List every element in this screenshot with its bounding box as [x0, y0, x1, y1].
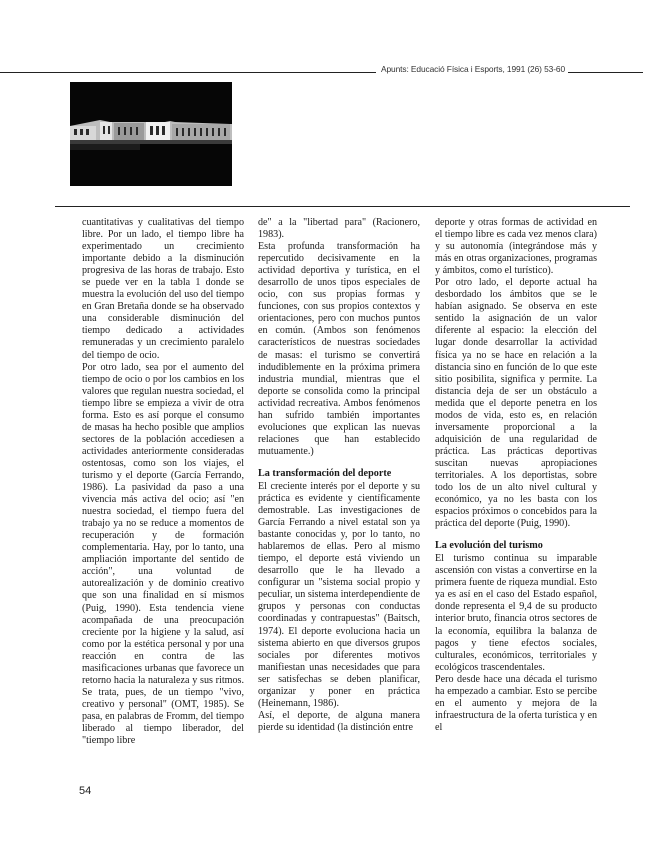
paragraph: Por otro lado, sea por el aumento del tiempo de ocio o por los cambios en los valores que regulan nuestra sociedad, el tiempo libre se empieza a vivir de otra forma. Esto es así porque el consumo de masas ha hecho posible que amplios sectores de la población accediesen a actividades anteriormente consideradas ostentosas, como son los viajes, el turismo y el deporte (García Ferrando, 1986). La pasividad da paso a una vivencia más activa del ocio; así "en nuestra sociedad, el tiempo fuera del trabajo ya no se reduce a momentos de recuperación y de formación complementaria. Hay, por lo tanto, una ampliación importante del sentido de acción", una voluntad de autorealización y de dominio creativo que son una finalidad en sí mismos (Puig, 1990). Esta tendencia viene acompañada de una preocupación creciente por la higiene y la salud, así como por la estética personal y por una reacción en contra de las masificaciones urbanas que favorece un retorno hacia la naturaleza y sus ritmos. Se trata, pues, de un tiempo "vivo, creativo y personal" (OMT, 1985). Se pasa, en palabras de Fromm, del tiempo liberado al tiempo liberador, del "tiempo libre	[82, 361, 244, 747]
paragraph: Así, el deporte, de alguna manera pierde su identidad (la distinción entre	[258, 709, 420, 733]
page-number: 54	[79, 785, 92, 797]
header-photo	[70, 82, 232, 186]
header-rule-left	[0, 72, 376, 73]
journal-citation: Apunts: Educació Física i Esports, 1991 (26) 53-60	[381, 64, 566, 74]
paragraph: Pero desde hace una década el turismo ha empezado a cambiar. Esto se percibe en el aumento y mejora de la infraestructura de la oferta turística y en el	[435, 673, 597, 733]
building-photo-illustration	[70, 82, 232, 186]
paragraph: deporte y otras formas de actividad en el tiempo libre es cada vez menos clara) y su autonomía (integrándose más y más en otras organizaciones, programas y ámbitos, como el turístico).	[435, 217, 597, 277]
paragraph: El creciente interés por el deporte y su práctica es evidente y científicamente demostrable. Las investigaciones de García Ferrando a nivel estatal son ya bastante conocidas y, por lo tanto, no hablaremos de ellas. Pero al mismo tiempo, el deporte está viviendo un desarrollo que le ha llevado a configurar un "sistema social propio y peculiar, un sistema interdependiente de grupos y personas con conductas coordinadas y contrapuestas" (Baitsch, 1974). El deporte evoluciona hacia un sistema abierto en que diversos grupos sociales por diferentes motivos manifiestan unas necesidades que para ser satisfechas se deben planificar, organizar y poner en práctica (Heinemann, 1986).	[258, 480, 420, 709]
body-top-rule	[55, 206, 630, 207]
text-column-1	[82, 217, 244, 747]
text-column-2	[258, 217, 420, 734]
paragraph: Por otro lado, el deporte actual ha desbordado los ámbitos que se le habían asignado. Se observa en este sentido la asignación de un valor diferente al espacio: la elección del lugar donde desarrollar la actividad física ya no se hace en relación a la distancia sino en función de lo que este sitio posibilita, significa y permite. La distancia deja de ser un obstáculo a medida que el deporte penetra en los modos de vida, esto es, en relación inversamente proporcional a la adquisición de una regularidad de práctica. Las prácticas deportivas suscitan nuevas apropiaciones territoriales. A los deportistas, sobre todo los de un alto nivel cultural y económico, ya no les basta con los espacios próximos o concebidos para la práctica del deporte (Puig, 1990).	[435, 277, 597, 530]
section-heading-deporte: La transformación del deporte	[258, 467, 392, 479]
text-column-3	[435, 217, 597, 734]
paragraph: El turismo continua su imparable ascensión con vistas a convertirse en la primera fuente de riqueza mundial. Esto ya es así en el caso del Estado español, donde representa el 9,4 de su producto interior bruto, financia otros sectores de la economía, equilibra la balanza de pagos y tiene efectos sociales, culturales, económicos, territoriales y ecológicos trascendentales.	[435, 553, 597, 673]
header-rule-right	[568, 72, 643, 73]
section-heading-turismo: La evolución del turismo	[435, 540, 543, 552]
paragraph: Esta profunda transformación ha repercutido decisivamente en la actividad deportiva y turística, en el desarrollo de unos tipos especiales de ocio, con sus propias formas y funciones, con sus propios contextos y orientaciones, pero con muchos puntos en común. (Ambos son fenómenos característicos de nuestras sociedades de masas: el turismo se convertirá indudiblemente en la próxima primera industria mundial, mientras que el deporte se consolida como la principal actividad recreativa. Ambos fenómenos han sufrido también importantes evoluciones que explican las nuevas relaciones que han establecido mutuamente.)	[258, 241, 420, 457]
paragraph: de" a la "libertad para" (Racionero, 1983).	[258, 217, 420, 241]
paragraph: cuantitativas y cualitativas del tiempo libre. Por un lado, el tiempo libre ha experimentado un crecimiento importante debido a la disminución progresiva de las horas de trabajo. Esto se puede ver en la tabla 1 donde se muestra la evolución del uso del tiempo en Gran Bretaña donde se ha observado una considerable disminución del tiempo dedicado a actividades remuneradas y un crecimiento paralelo del tiempo de ocio.	[82, 217, 244, 361]
